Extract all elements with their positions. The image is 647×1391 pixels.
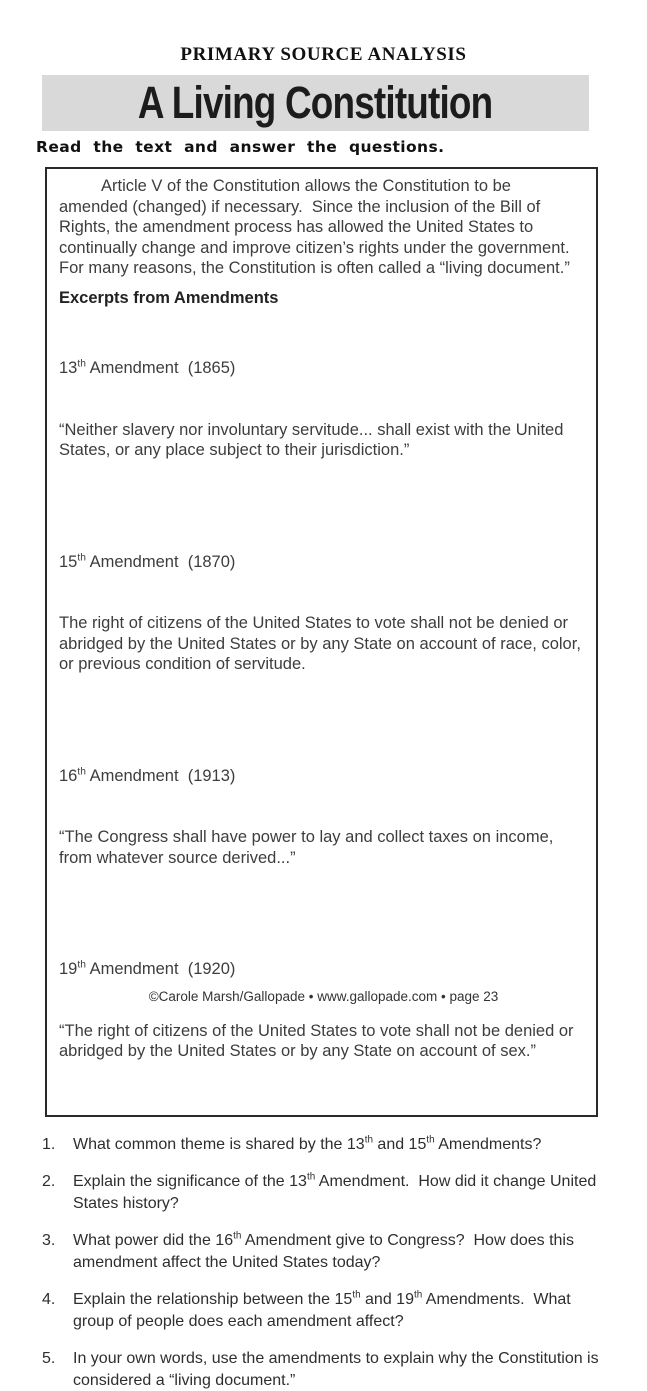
amendment-item-16 <box>59 725 584 910</box>
worksheet-page <box>0 44 647 1044</box>
amendment-heading: 16th Amendment (1913) <box>59 766 584 787</box>
question-number: 2. <box>42 1171 73 1214</box>
question-text: Explain the significance of the 13th Amendment. How did it change United States history? <box>73 1171 602 1214</box>
question-number: 5. <box>42 1348 73 1391</box>
questions-list <box>42 1134 602 1391</box>
question-item-1 <box>42 1134 602 1156</box>
page-title: A Living Constitution <box>138 77 492 129</box>
amendment-text: “The Congress shall have power to lay and collect taxes on income, from whatever source derived...” <box>59 827 584 868</box>
question-text: In your own words, use the amendments to explain why the Constitution is considered a “living document.” <box>73 1348 602 1391</box>
amendment-text: The right of citizens of the United States to vote shall not be denied or abridged by the United States or by any State on account of race, color, or previous condition of servitude. <box>59 613 584 675</box>
question-text: What power did the 16th Amendment give to Congress? How does this amendment affect the United States today? <box>73 1230 602 1273</box>
passage-intro: Article V of the Constitution allows the Constitution to be amended (changed) if necessary. Since the inclusion of the Bill of Rights, the amendment process has allowed the United States to continually change and improve citizen’s rights under the government. For many reasons, the Constitution is often called a “living document.” <box>59 176 584 279</box>
amendment-heading: 13th Amendment (1865) <box>59 358 584 379</box>
excerpts-heading: Excerpts from Amendments <box>59 288 584 309</box>
amendment-item-13 <box>59 317 584 502</box>
amendment-item-19 <box>59 918 584 1103</box>
question-text: What common theme is shared by the 13th and 15th Amendments? <box>73 1134 602 1156</box>
question-item-2 <box>42 1171 602 1214</box>
question-item-4 <box>42 1289 602 1332</box>
question-text: Explain the relationship between the 15th and 19th Amendments. What group of people does each amendment affect? <box>73 1289 602 1332</box>
question-number: 1. <box>42 1134 73 1156</box>
question-number: 4. <box>42 1289 73 1332</box>
instruction-text: Read the text and answer the questions. <box>36 138 647 156</box>
amendment-text: “The right of citizens of the United States to vote shall not be denied or abridged by the United States or by any State on account of sex.” <box>59 1021 584 1062</box>
question-item-5 <box>42 1348 602 1391</box>
title-banner <box>42 75 589 131</box>
amendment-heading: 15th Amendment (1870) <box>59 552 584 573</box>
question-item-3 <box>42 1230 602 1273</box>
amendment-text: “Neither slavery nor involuntary servitude... shall exist with the United States, or any place subject to their jurisdiction.” <box>59 420 584 461</box>
question-number: 3. <box>42 1230 73 1273</box>
amendment-heading: 19th Amendment (1920) <box>59 959 584 980</box>
amendment-item-15 <box>59 511 584 716</box>
page-kicker: PRIMARY SOURCE ANALYSIS <box>0 44 647 66</box>
page-footer: ©Carole Marsh/Gallopade • www.gallopade.com • page 23 <box>0 989 647 1004</box>
passage-box <box>45 167 598 1117</box>
